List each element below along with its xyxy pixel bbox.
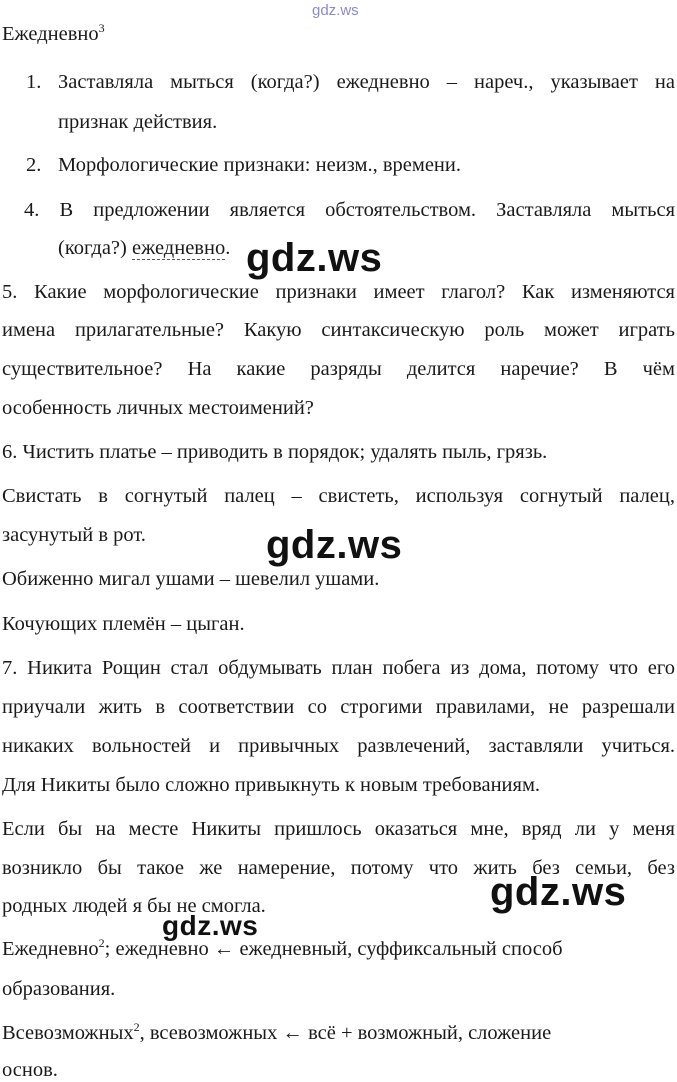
- watermark-1: gdz.ws: [246, 236, 383, 280]
- item4-line2-a: (когда?): [58, 237, 132, 259]
- item1-line2: признак действия.: [58, 111, 218, 133]
- deriv1-line2: образования.: [2, 978, 116, 1000]
- deriv1-line1: [2, 937, 563, 961]
- deriv2-sup: 2: [133, 1020, 140, 1035]
- q6-line3: засунутый в рот.: [2, 524, 146, 546]
- q7-line1: 7. Никита Рощин стал обдумывать план побега из дома, потому что его: [2, 657, 675, 679]
- item4-line2-c: .: [225, 237, 231, 259]
- deriv2-rest: , всевозможных ← всё + возможный, сложение: [139, 1022, 552, 1044]
- q5-line2: имена прилагательные? Какую синтаксическую роль может играть: [2, 319, 675, 341]
- q6-line5: Кочующих племён – цыган.: [2, 613, 245, 635]
- q6-line2: Свистать в согнутый палец – свистеть, используя согнутый палец,: [2, 485, 675, 507]
- q5-line4: особенность личных местоимений?: [2, 397, 314, 419]
- item1-num: 1.: [26, 71, 42, 93]
- q5-line1: 5. Какие морфологические признаки имеет глагол? Как изменяются: [2, 281, 675, 303]
- q7-line2: приучали жить в соответствии со строгими правилами, не разрешали: [2, 696, 675, 718]
- watermark-2: gdz.ws: [266, 523, 403, 567]
- q6-line1: 6. Чистить платье – приводить в порядок; удалять пыль, грязь.: [2, 441, 548, 463]
- q5-line3: существительное? На какие разряды делится наречие? В чём: [2, 358, 675, 380]
- deriv2-word: Всевозможных: [2, 1022, 134, 1044]
- item1-line1: Заставляла мыться (когда?) ежедневно – нареч., указывает на: [58, 71, 675, 93]
- item4-line1: 4. В предложении является обстоятельством. Заставляла мыться: [24, 199, 675, 221]
- heading: [2, 22, 105, 46]
- watermark-3: gdz.ws: [490, 870, 627, 914]
- q7-line3: никаких вольностей и привычных развлечений, заставляли учиться.: [2, 735, 675, 757]
- heading-word: Ежедневно: [2, 23, 99, 45]
- deriv2-line1: [2, 1021, 551, 1045]
- deriv2-line2: основ.: [2, 1059, 58, 1081]
- deriv1-rest: ; ежедневно ← ежедневный, суффиксальный способ: [104, 938, 563, 960]
- heading-sup: 3: [98, 21, 105, 36]
- watermark-4: gdz.ws: [162, 910, 259, 941]
- q7-line7: родных людей я бы не смогла.: [2, 895, 266, 917]
- watermark-top: gdz.ws: [312, 2, 359, 19]
- deriv1-sup: 2: [98, 936, 105, 951]
- q6-line4: Обиженно мигал ушами – шевелил ушами.: [2, 568, 380, 590]
- item2-num: 2.: [26, 154, 42, 176]
- item4-underlined-word: ежедневно: [131, 237, 226, 259]
- deriv1-word: Ежедневно: [2, 938, 99, 960]
- item2-line1: Морфологические признаки: неизм., времени.: [58, 154, 461, 176]
- q7-line4: Для Никиты было сложно привыкнуть к новым требованиям.: [2, 774, 541, 796]
- item4-line2: [58, 236, 230, 260]
- q7-line6: возникло бы такое же намерение, потому что жить без семьи, без: [2, 857, 675, 879]
- q7-line5: Если бы на месте Никиты пришлось оказаться мне, вряд ли у меня: [2, 818, 675, 840]
